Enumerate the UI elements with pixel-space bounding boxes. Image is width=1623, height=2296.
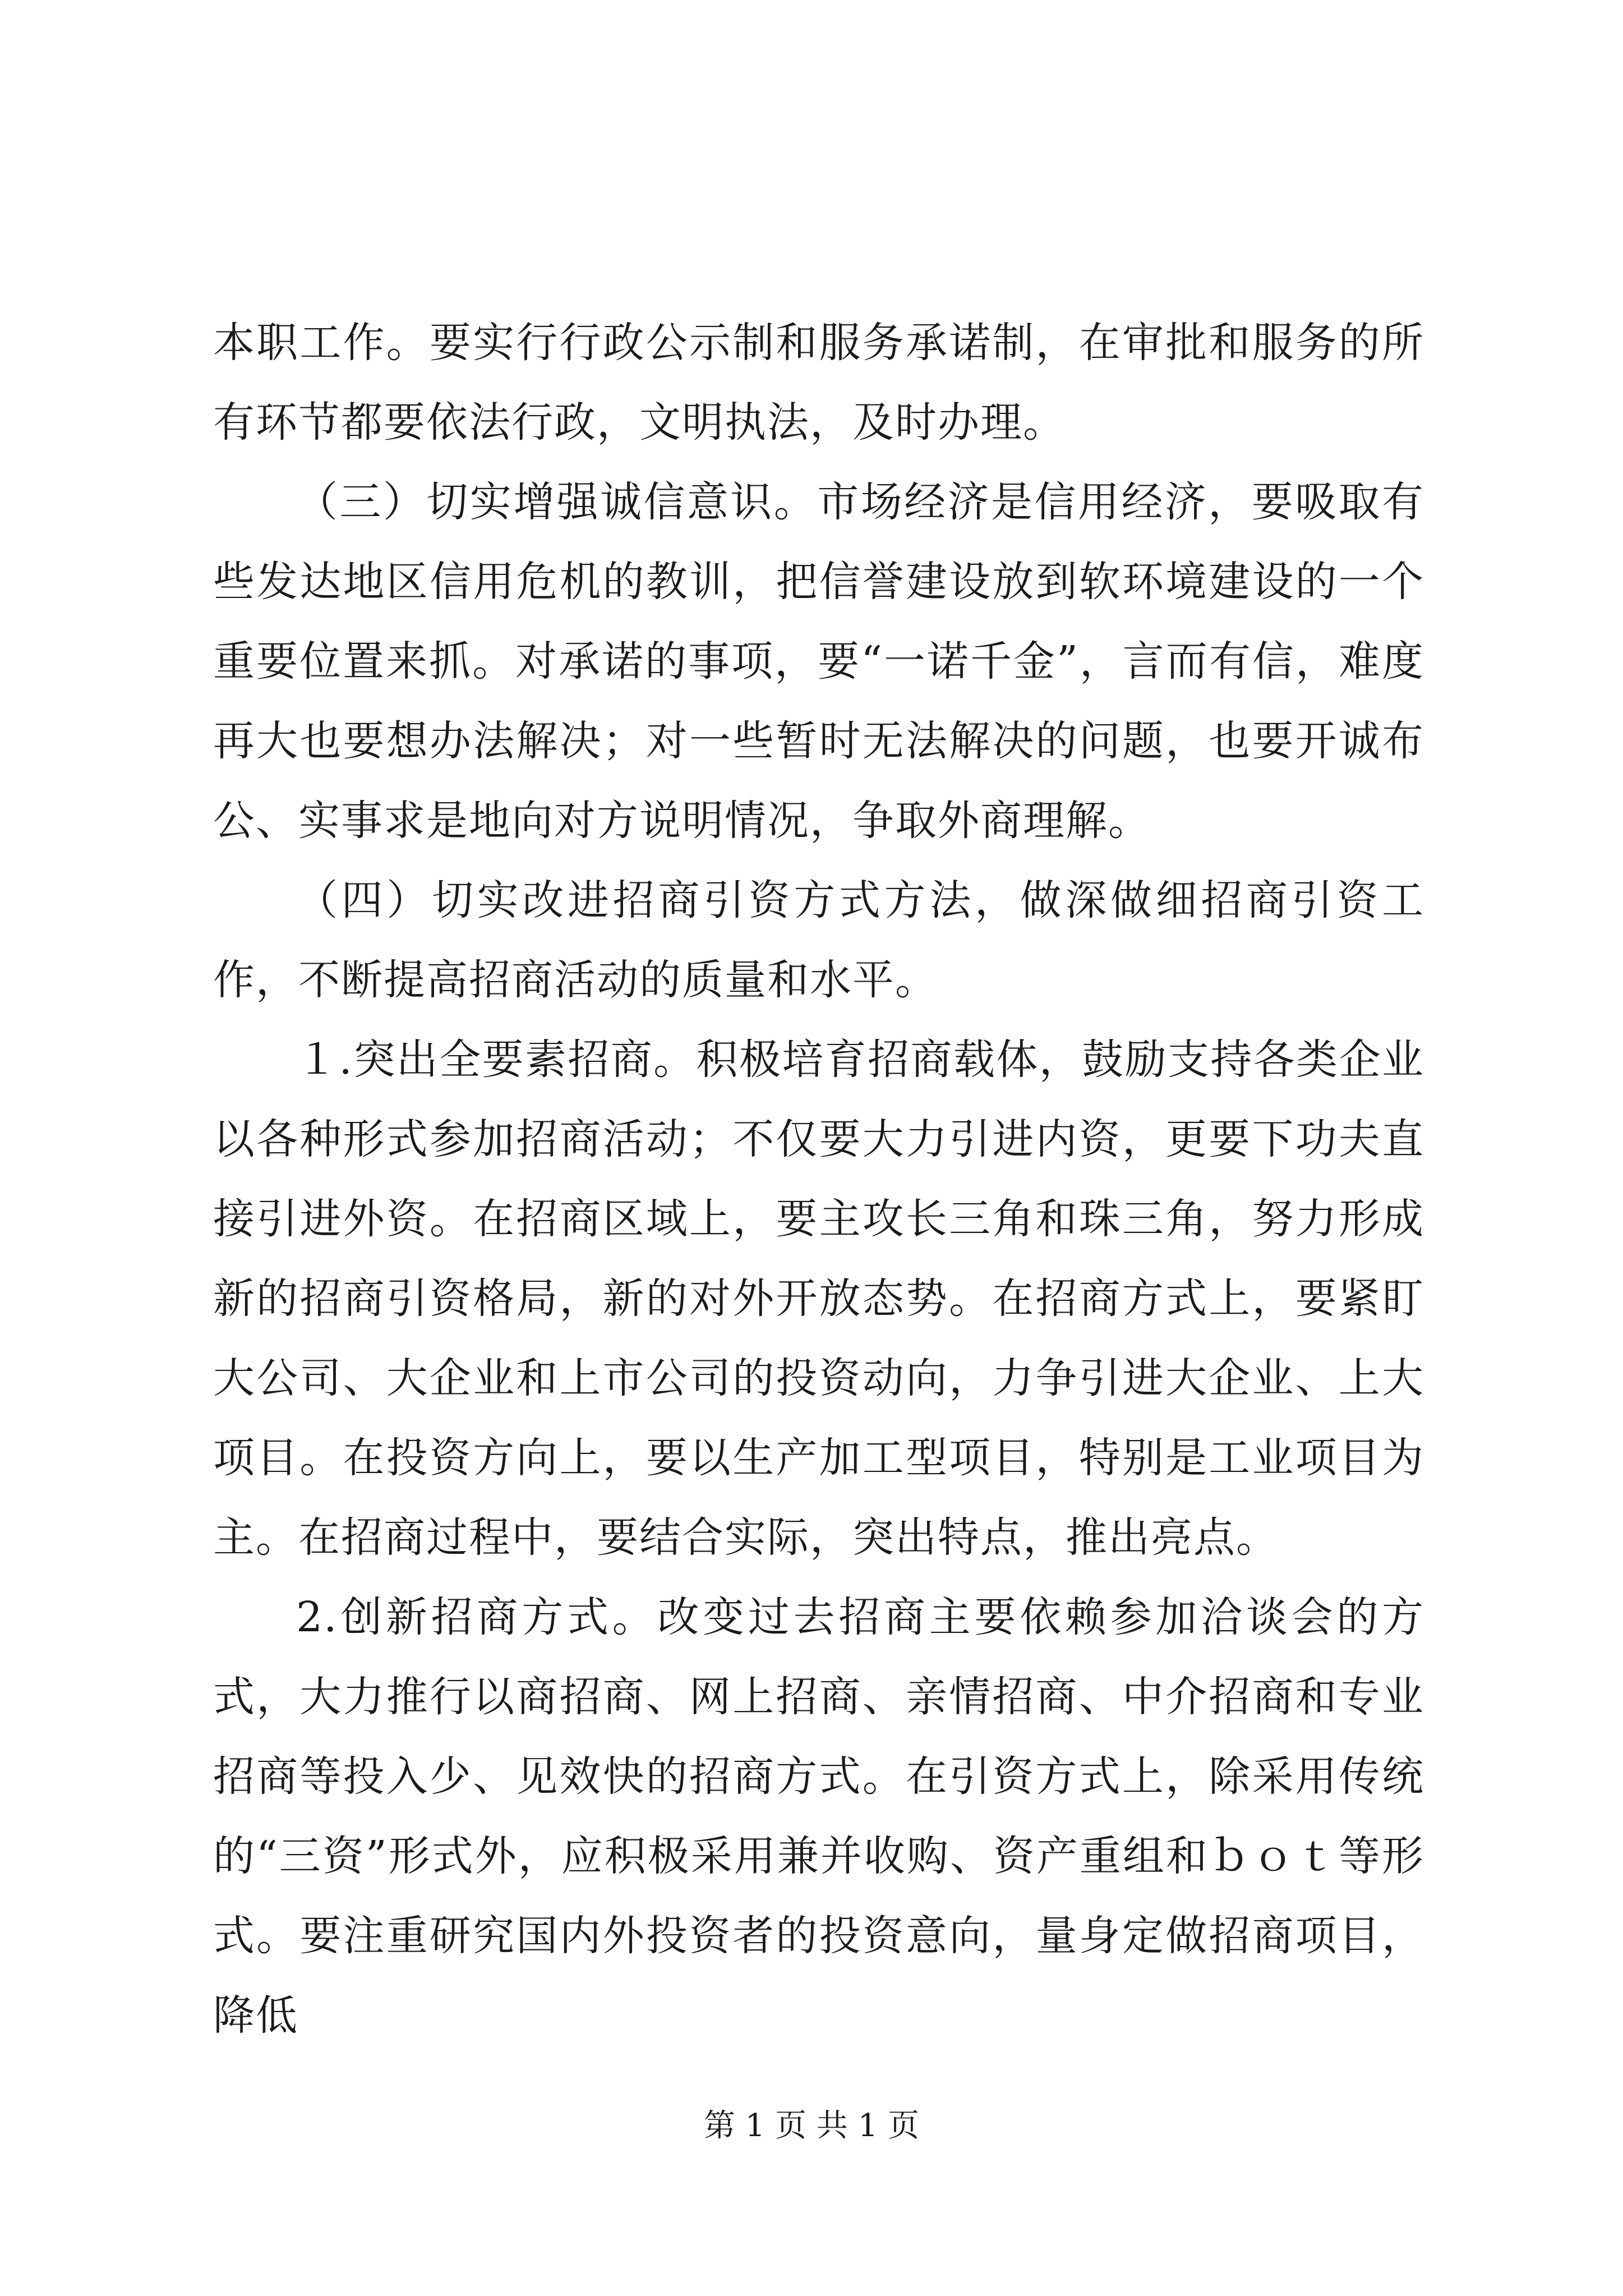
- paragraph-3: （四）切实改进招商引资方式方法，做深做细招商引资工作，不断提高招商活动的质量和水平。: [213, 876, 1424, 1004]
- paragraph-4: １.突出全要素招商。积极培育招商载体，鼓励支持各类企业以各种形式参加招商活动；不仅要大力引进内资，更要下功夫直接引进外资。在招商区域上，要主攻长三角和珠三角，努力形成新的招商引资格局，新的对外开放态势。在招商方式上，要紧盯大公司、大企业和上市公司的投资动向，力争引进大企业、上大项目。在投资方向上，要以生产加工型项目，特别是工业项目为主。在招商过程中，要结合实际，突出特点，推出亮点。: [213, 1036, 1424, 1562]
- paragraph-2: （三）切实增强诚信意识。市场经济是信用经济，要吸取有些发达地区信用危机的教训，把信誉建设放到软环境建设的一个重要位置来抓。对承诺的事项，要“一诺千金”，言而有信，难度再大也要想办法解决；对一些暂时无法解决的问题，也要开诚布公、实事求是地向对方说明情况，争取外商理解。: [213, 478, 1424, 845]
- paragraph-5: 2.创新招商方式。改变过去招商主要依赖参加洽谈会的方式，大力推行以商招商、网上招商、亲情招商、中介招商和专业招商等投入少、见效快的招商方式。在引资方式上，除采用传统的“三资”形式外，应积极采用兼并收购、资产重组和ｂｏｔ等形式。要注重研究国内外投资者的投资意向，量身定做招商项目，降低: [213, 1593, 1424, 2040]
- page-footer: [0, 2106, 1623, 2146]
- paragraph-1: 本职工作。要实行行政公示制和服务承诺制，在审批和服务的所有环节都要依法行政，文明执法，及时办理。: [213, 319, 1424, 447]
- page-number-label: 第 1 页 共 1 页: [703, 2108, 920, 2144]
- document-body: [213, 303, 1424, 2055]
